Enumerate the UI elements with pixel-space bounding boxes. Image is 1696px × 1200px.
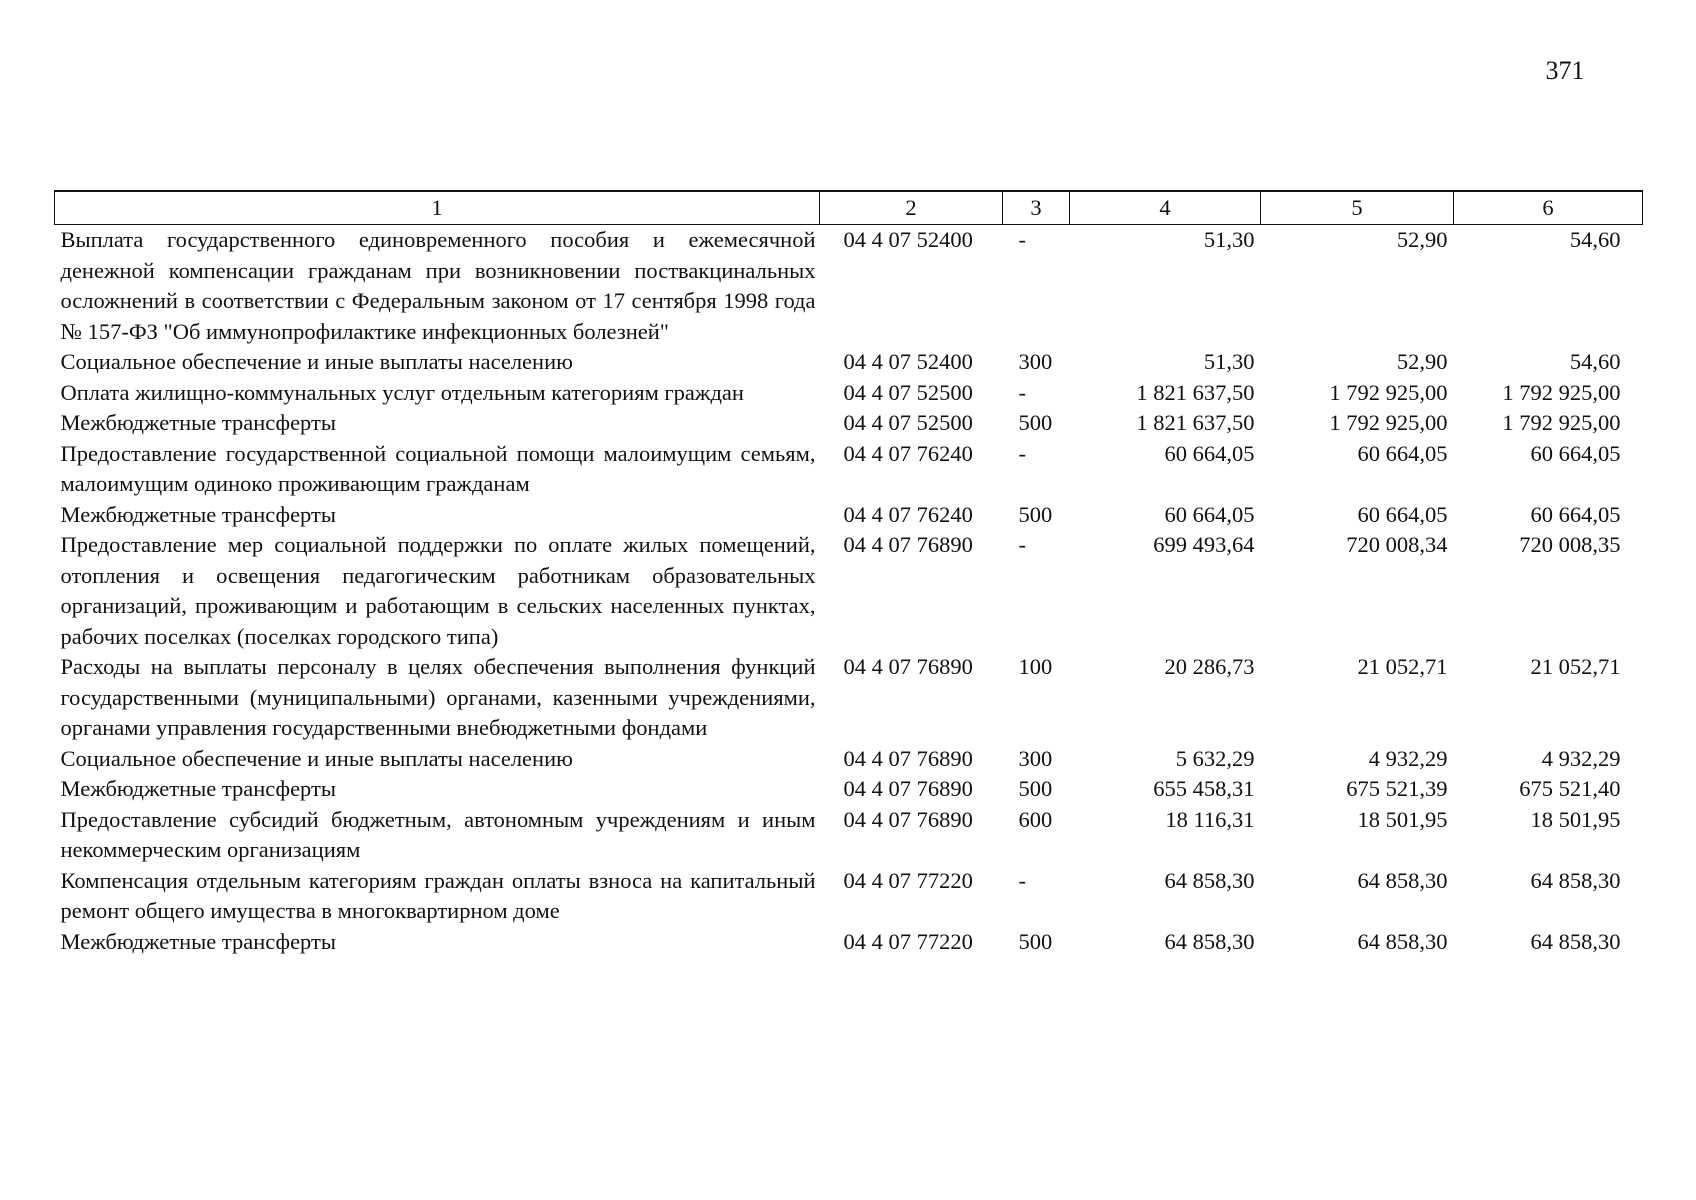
row-amount-col4: 60 664,05 [1164,440,1255,466]
table-row [55,347,1643,378]
row-target-code: 04 4 07 76890 [843,532,973,557]
row-expense-type: 300 [1018,349,1053,374]
row-amount-col6: 18 501,95 [1530,806,1621,832]
table-row [55,439,1643,500]
table-row [55,500,1643,531]
row-amount-col4: 60 664,05 [1164,501,1255,527]
row-target-code: 04 4 07 76890 [843,654,973,679]
row-amount-col6: 1 792 925,00 [1502,410,1621,435]
row-expense-type: 100 [1018,654,1053,679]
column-header-5: 5 [1261,191,1454,225]
column-header-3: 3 [1003,191,1070,225]
row-target-code: 04 4 07 76890 [843,745,973,771]
row-name: Социальное обеспечение и иные выплаты населению [60,745,573,771]
column-header-4: 4 [1070,191,1261,225]
row-amount-col6: 720 008,35 [1519,532,1621,557]
row-amount-col4: 699 493,64 [1153,532,1255,557]
row-amount-col6: 60 664,05 [1530,440,1621,466]
table-row [55,774,1643,805]
table-row [55,866,1643,927]
row-name: Социальное обеспечение и иные выплаты населению [60,349,573,374]
column-header-1: 1 [55,191,820,225]
row-amount-col6: 1 792 925,00 [1502,379,1621,405]
table-body [55,225,1643,958]
row-amount-col4: 20 286,73 [1164,654,1255,679]
row-amount-col5: 720 008,34 [1346,532,1448,557]
row-amount-col5: 52,90 [1396,227,1448,252]
row-expense-type: - [1018,532,1026,557]
table-header [55,191,1643,225]
row-expense-type: - [1018,379,1026,405]
row-target-code: 04 4 07 77220 [843,867,973,893]
row-expense-type: 500 [1018,776,1053,801]
row-amount-col4: 18 116,31 [1165,806,1255,832]
budget-table [54,190,1643,957]
row-amount-col4: 5 632,29 [1175,745,1255,771]
page-number: 371 [1545,56,1585,85]
row-expense-type: 300 [1018,745,1053,771]
row-expense-type: 500 [1018,501,1053,527]
row-amount-col6: 54,60 [1569,227,1621,252]
row-amount-col4: 64 858,30 [1164,867,1255,893]
row-amount-col4: 51,30 [1203,227,1255,252]
row-amount-col5: 675 521,39 [1346,776,1448,801]
row-target-code: 04 4 07 76890 [843,776,973,801]
table-row [55,378,1643,409]
row-expense-type: - [1018,867,1026,893]
row-amount-col4: 1 821 637,50 [1136,410,1255,435]
row-name: Предоставление мер социальной поддержки по оплате жилых помещений, отопления и освещения педагогическим работникам образовательных организаций, проживающим и работающим в сельских населенных пунктах, рабочих поселках (поселках городского типа) [60,532,816,649]
row-amount-col4: 51,30 [1203,349,1255,374]
row-amount-col5: 18 501,95 [1357,806,1448,832]
row-name: Межбюджетные трансферты [60,410,336,435]
row-name: Межбюджетные трансферты [60,501,336,527]
table-row [55,408,1643,439]
row-expense-type: 500 [1018,410,1053,435]
row-amount-col6: 54,60 [1569,349,1621,374]
row-target-code: 04 4 07 76240 [843,501,973,527]
row-amount-col5: 60 664,05 [1357,440,1448,466]
row-expense-type: - [1018,227,1026,252]
row-name: Выплата государственного единовременного пособия и ежемесячной денежной компенсации гражданам при возникновении поствакцинальных осложнений в соответствии с Федеральным законом от 17 сентября 1998 года № 157-ФЗ "Об иммунопрофилактике инфекционных болезней" [60,227,816,344]
row-amount-col4: 655 458,31 [1153,776,1255,801]
row-amount-col6: 4 932,29 [1541,745,1621,771]
row-name: Оплата жилищно-коммунальных услуг отдельным категориям граждан [60,379,744,405]
row-target-code: 04 4 07 77220 [843,928,973,954]
row-name: Предоставление государственной социальной помощи малоимущим семьям, малоимущим одиноко проживающим гражданам [60,440,816,496]
row-amount-col5: 64 858,30 [1357,867,1448,893]
header-row [55,191,1643,225]
row-target-code: 04 4 07 76890 [843,806,973,832]
row-name: Предоставление субсидий бюджетным, автономным учреждениям и иным некоммерческим организациям [60,806,816,862]
row-name: Межбюджетные трансферты [60,928,336,954]
row-amount-col5: 52,90 [1396,349,1448,374]
row-amount-col5: 1 792 925,00 [1329,379,1448,405]
table-row [55,744,1643,775]
table-row [55,225,1643,348]
row-amount-col4: 1 821 637,50 [1136,379,1255,405]
column-header-2: 2 [820,191,1003,225]
row-name: Компенсация отдельным категориям граждан оплаты взноса на капитальный ремонт общего имущества в многоквартирном доме [60,867,816,923]
row-amount-col5: 60 664,05 [1357,501,1448,527]
row-expense-type: - [1018,440,1026,466]
row-name: Межбюджетные трансферты [60,776,336,801]
row-expense-type: 500 [1018,928,1053,954]
row-target-code: 04 4 07 76240 [843,440,973,466]
row-amount-col6: 64 858,30 [1530,867,1621,893]
row-target-code: 04 4 07 52400 [843,349,973,374]
row-target-code: 04 4 07 52500 [843,379,973,405]
table-row [55,805,1643,866]
row-expense-type: 600 [1018,806,1053,832]
row-amount-col4: 64 858,30 [1164,928,1255,954]
row-amount-col5: 1 792 925,00 [1329,410,1448,435]
table-row [55,530,1643,652]
row-amount-col6: 21 052,71 [1530,654,1621,679]
column-header-6: 6 [1454,191,1643,225]
row-amount-col5: 64 858,30 [1357,928,1448,954]
row-amount-col6: 64 858,30 [1530,928,1621,954]
table-row [55,652,1643,744]
row-target-code: 04 4 07 52500 [843,410,973,435]
table-row [55,927,1643,958]
row-target-code: 04 4 07 52400 [843,227,973,252]
row-name: Расходы на выплаты персоналу в целях обеспечения выполнения функций государственными (муниципальными) органами, казенными учреждениями, органами управления государственными внебюджетными фондами [60,654,816,740]
row-amount-col5: 21 052,71 [1357,654,1448,679]
row-amount-col5: 4 932,29 [1368,745,1448,771]
row-amount-col6: 60 664,05 [1530,501,1621,527]
row-amount-col6: 675 521,40 [1519,776,1621,801]
